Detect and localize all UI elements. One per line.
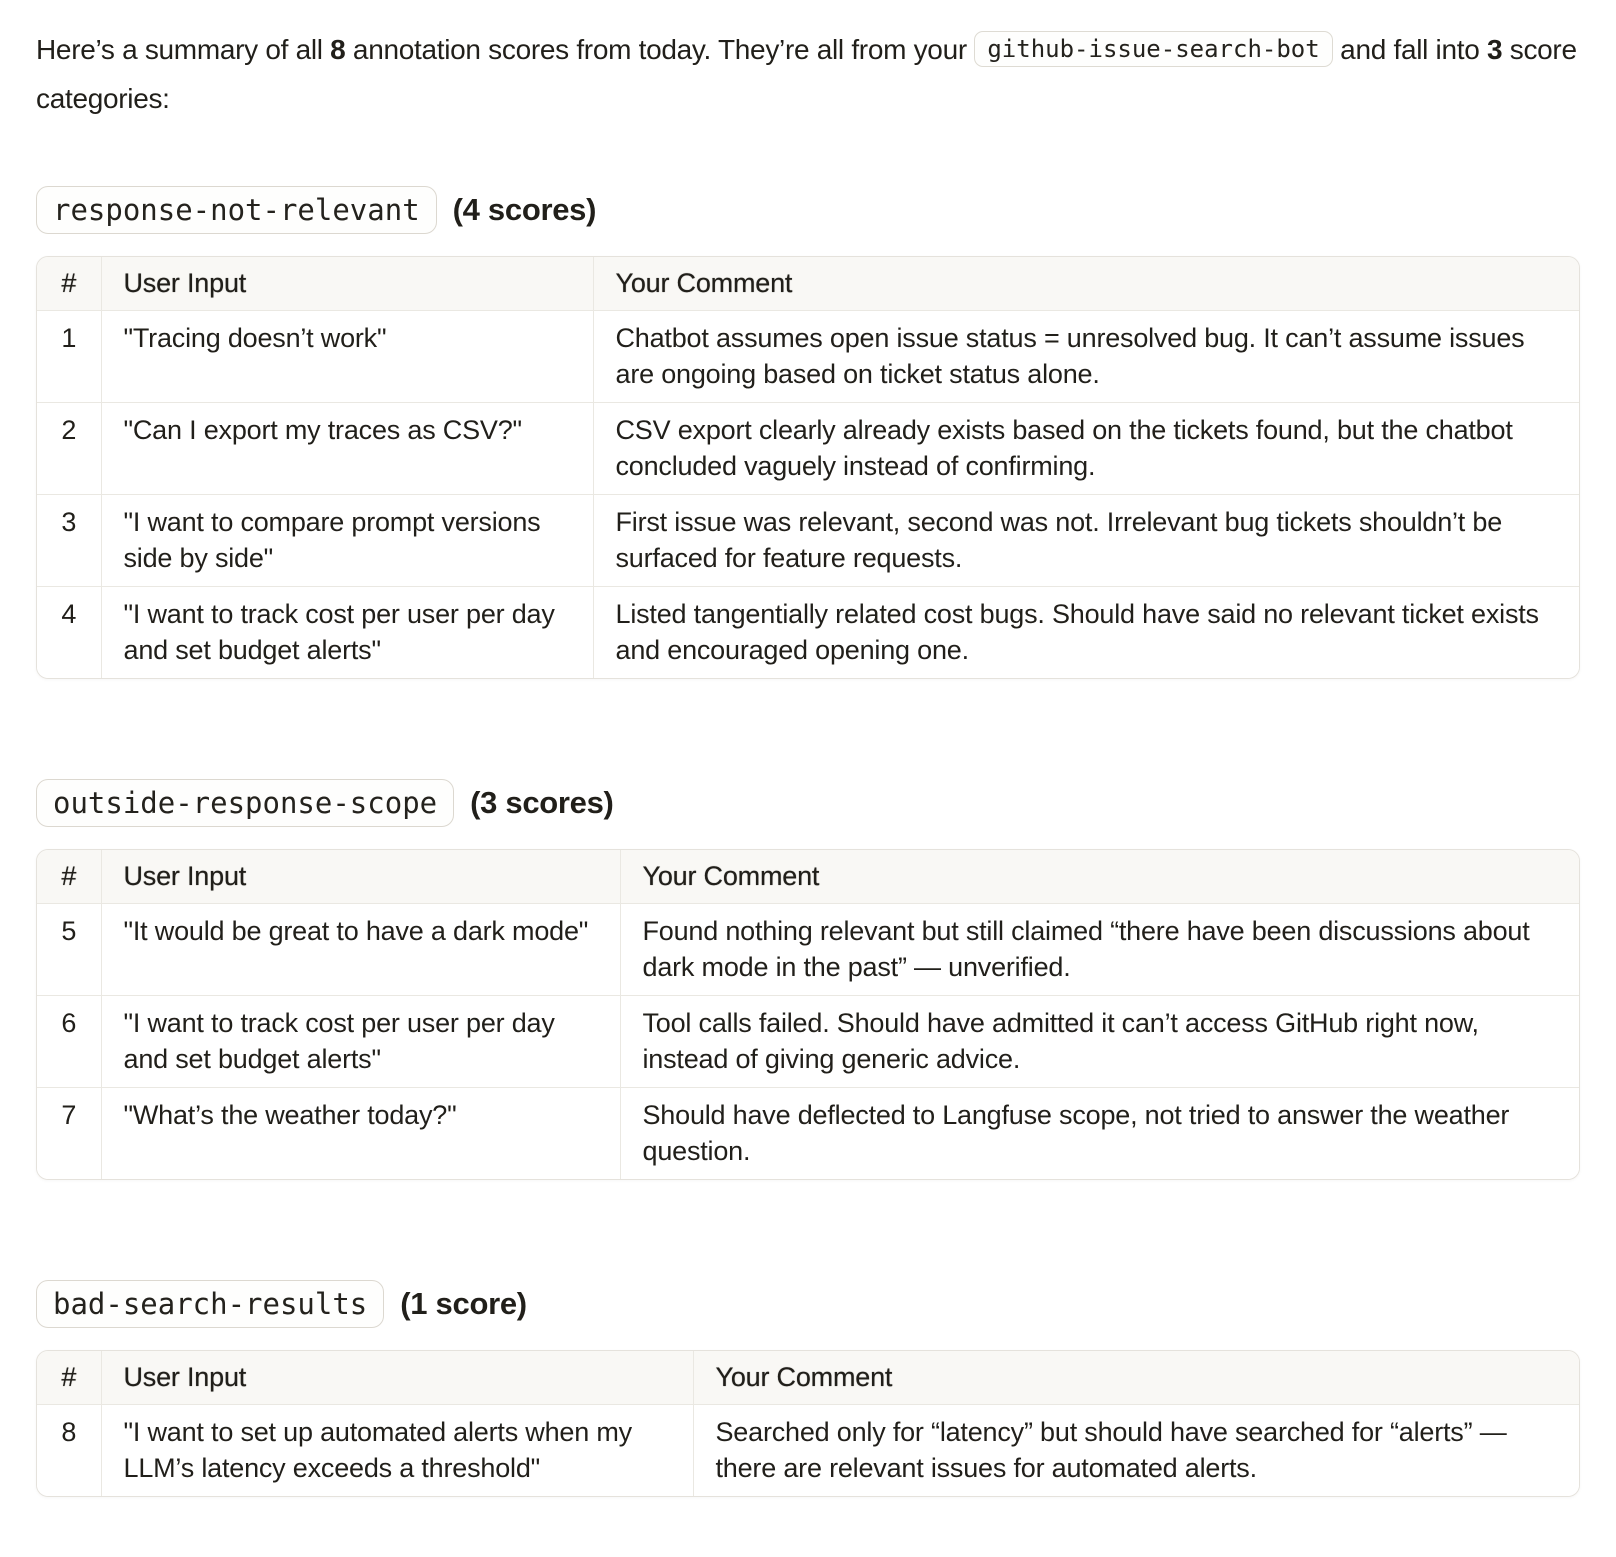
score-category-badge: response-not-relevant bbox=[36, 186, 437, 234]
section-bad-search-results bbox=[36, 1280, 1580, 1497]
score-count-label: (3 scores) bbox=[470, 785, 614, 820]
bot-name-code: github-issue-search-bot bbox=[974, 31, 1332, 67]
intro-text: Here’s a summary of all bbox=[36, 34, 331, 65]
col-header-number: # bbox=[37, 1351, 101, 1405]
scores-table bbox=[37, 850, 1579, 1179]
comment-cell: Tool calls failed. Should have admitted it can’t access GitHub right now, instead of giving generic advice. bbox=[620, 996, 1579, 1088]
table-header-row bbox=[37, 1351, 1579, 1405]
user-input-cell: "Tracing doesn’t work" bbox=[101, 311, 593, 403]
user-input-cell: "I want to set up automated alerts when my LLM’s latency exceeds a threshold" bbox=[101, 1405, 693, 1497]
table-row bbox=[37, 403, 1579, 495]
table-row bbox=[37, 1088, 1579, 1180]
section-heading bbox=[36, 779, 1580, 827]
comment-cell: Chatbot assumes open issue status = unresolved bug. It can’t assume issues are ongoing based on ticket status alone. bbox=[593, 311, 1579, 403]
row-number-cell: 4 bbox=[37, 587, 101, 679]
comment-cell: Should have deflected to Langfuse scope, not tried to answer the weather question. bbox=[620, 1088, 1579, 1180]
col-header-number: # bbox=[37, 257, 101, 311]
table-row bbox=[37, 996, 1579, 1088]
row-number-cell: 5 bbox=[37, 904, 101, 996]
score-count-label: (4 scores) bbox=[452, 192, 597, 227]
score-category-badge: bad-search-results bbox=[36, 1280, 384, 1328]
row-number-cell: 7 bbox=[37, 1088, 101, 1180]
intro-paragraph bbox=[36, 26, 1580, 122]
scores-table-container bbox=[36, 1350, 1580, 1497]
col-header-user-input: User Input bbox=[101, 257, 593, 311]
comment-cell: Searched only for “latency” but should have searched for “alerts” — there are relevant issues for automated alerts. bbox=[693, 1405, 1579, 1497]
comment-cell: CSV export clearly already exists based on the tickets found, but the chatbot concluded vaguely instead of confirming. bbox=[593, 403, 1579, 495]
user-input-cell: "I want to track cost per user per day and set budget alerts" bbox=[101, 996, 620, 1088]
section-outside-response-scope bbox=[36, 779, 1580, 1180]
assistant-message bbox=[36, 26, 1580, 1497]
col-header-your-comment: Your Comment bbox=[693, 1351, 1579, 1405]
row-number-cell: 1 bbox=[37, 311, 101, 403]
col-header-user-input: User Input bbox=[101, 850, 620, 904]
table-row bbox=[37, 587, 1579, 679]
intro-text: score categories: bbox=[36, 34, 1577, 114]
col-header-your-comment: Your Comment bbox=[620, 850, 1579, 904]
row-number-cell: 2 bbox=[37, 403, 101, 495]
table-row bbox=[37, 904, 1579, 996]
col-header-user-input: User Input bbox=[101, 1351, 693, 1405]
col-header-your-comment: Your Comment bbox=[593, 257, 1579, 311]
scores-table-container bbox=[36, 256, 1580, 679]
intro-text: annotation scores from today. They’re all from your bbox=[345, 34, 975, 65]
intro-count-categories: 3 bbox=[1486, 34, 1503, 65]
row-number-cell: 8 bbox=[37, 1405, 101, 1497]
intro-text: and fall into bbox=[1332, 34, 1487, 65]
scores-table bbox=[37, 1351, 1579, 1496]
table-header-row bbox=[37, 257, 1579, 311]
intro-count-total: 8 bbox=[330, 34, 346, 65]
comment-cell: Listed tangentially related cost bugs. Should have said no relevant ticket exists and encouraged opening one. bbox=[593, 587, 1579, 679]
row-number-cell: 6 bbox=[37, 996, 101, 1088]
table-row bbox=[37, 495, 1579, 587]
scores-table bbox=[37, 257, 1579, 678]
comment-cell: Found nothing relevant but still claimed “there have been discussions about dark mode in the past” — unverified. bbox=[620, 904, 1579, 996]
section-response-not-relevant bbox=[36, 186, 1580, 679]
table-row bbox=[37, 311, 1579, 403]
row-number-cell: 3 bbox=[37, 495, 101, 587]
section-heading bbox=[36, 1280, 1580, 1328]
user-input-cell: "I want to compare prompt versions side by side" bbox=[101, 495, 593, 587]
score-category-badge: outside-response-scope bbox=[36, 779, 454, 827]
section-heading bbox=[36, 186, 1580, 234]
table-row bbox=[37, 1405, 1579, 1497]
user-input-cell: "Can I export my traces as CSV?" bbox=[101, 403, 593, 495]
score-count-label: (1 score) bbox=[400, 1286, 527, 1321]
comment-cell: First issue was relevant, second was not. Irrelevant bug tickets shouldn’t be surfaced for feature requests. bbox=[593, 495, 1579, 587]
table-header-row bbox=[37, 850, 1579, 904]
scores-table-container bbox=[36, 849, 1580, 1180]
user-input-cell: "I want to track cost per user per day and set budget alerts" bbox=[101, 587, 593, 679]
user-input-cell: "What’s the weather today?" bbox=[101, 1088, 620, 1180]
user-input-cell: "It would be great to have a dark mode" bbox=[101, 904, 620, 996]
col-header-number: # bbox=[37, 850, 101, 904]
